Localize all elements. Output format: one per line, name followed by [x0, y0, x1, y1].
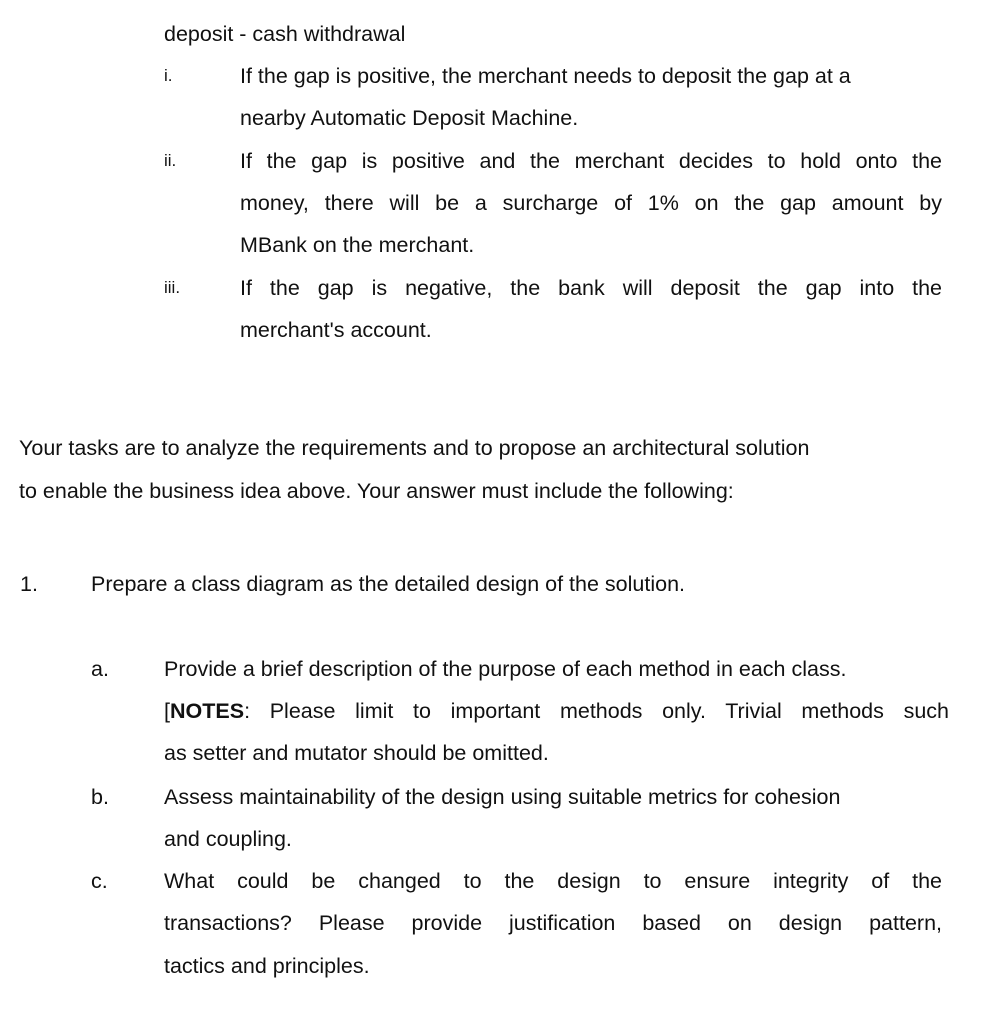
notes-label: NOTES	[169, 699, 245, 723]
subquestion-marker-b: b.	[91, 785, 109, 809]
notes-text: : Please limit to important methods only. Trivial methods such	[244, 699, 949, 723]
rule-iii-line-1: If the gap is negative, the bank will deposit the gap into the	[240, 276, 942, 300]
subquestion-b-line-1: Assess maintainability of the design using suitable metrics for cohesion	[164, 785, 841, 809]
rule-iii-line-2: merchant's account.	[240, 318, 432, 342]
rule-ii-line-1: If the gap is positive and the merchant decides to hold onto the	[240, 149, 942, 173]
rule-ii-line-2: money, there will be a surcharge of 1% on the gap amount by	[240, 191, 942, 215]
rule-i-line-1: If the gap is positive, the merchant needs to deposit the gap at a	[240, 64, 851, 88]
rule-marker-ii: ii.	[164, 151, 177, 170]
tasks-line-2: to enable the business idea above. Your answer must include the following:	[19, 479, 734, 503]
question-text: Prepare a class diagram as the detailed design of the solution.	[91, 572, 686, 596]
subquestion-a-line-1: Provide a brief description of the purpose of each method in each class.	[164, 657, 847, 681]
intro-line: deposit - cash withdrawal	[164, 22, 406, 46]
rule-ii-line-3: MBank on the merchant.	[240, 233, 475, 257]
subquestion-c-line-2: transactions? Please provide justification based on design pattern,	[164, 911, 942, 935]
question-number: 1.	[20, 572, 38, 596]
subquestion-marker-a: a.	[91, 657, 109, 681]
tasks-line-1: Your tasks are to analyze the requirements and to propose an architectural solution	[19, 436, 810, 460]
notes-bracket: [	[164, 699, 170, 723]
rule-marker-i: i.	[164, 66, 173, 85]
subquestion-b-line-2: and coupling.	[164, 827, 292, 851]
rule-i-line-2: nearby Automatic Deposit Machine.	[240, 106, 579, 130]
subquestion-marker-c: c.	[91, 869, 108, 893]
subquestion-a-line-3: as setter and mutator should be omitted.	[164, 741, 549, 765]
subquestion-a-notes	[164, 698, 949, 724]
subquestion-c-line-3: tactics and principles.	[164, 954, 370, 978]
rule-marker-iii: iii.	[164, 278, 181, 297]
subquestion-c-line-1: What could be changed to the design to ensure integrity of the	[164, 869, 942, 893]
